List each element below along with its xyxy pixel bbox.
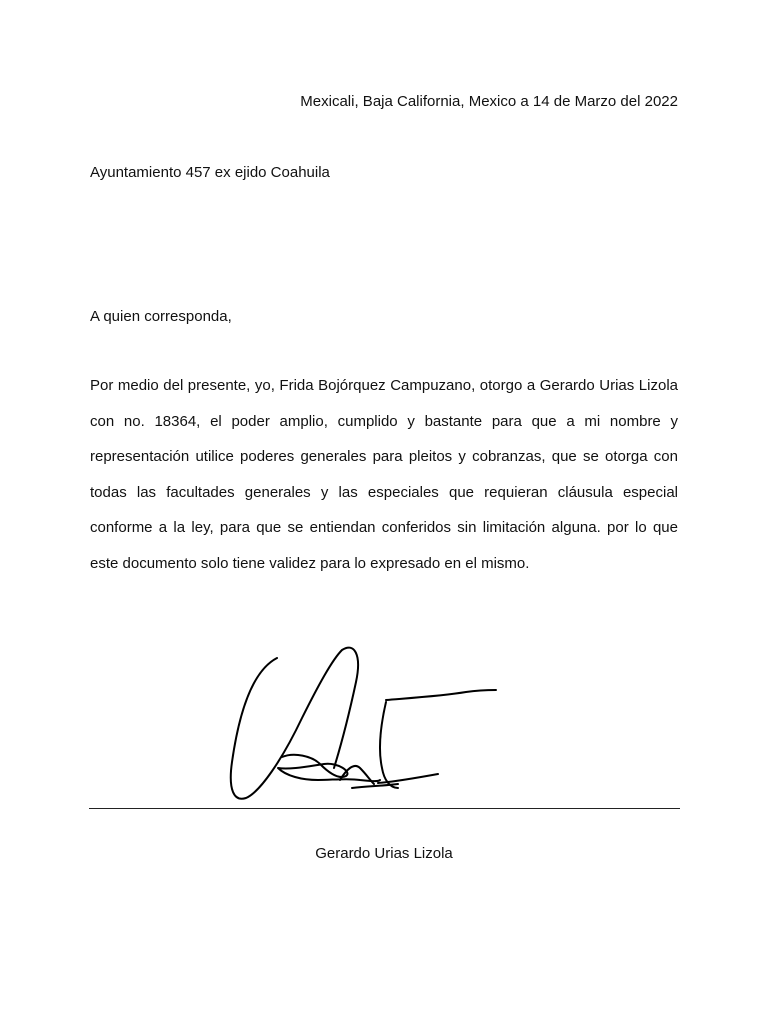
greeting: A quien corresponda, [90,308,232,325]
place-date-line: Mexicali, Baja California, Mexico a 14 de Marzo del 2022 [300,93,678,110]
addressee: Ayuntamiento 457 ex ejido Coahuila [90,164,330,181]
handwritten-signature [220,640,510,810]
signer-name: Gerardo Urias Lizola [315,845,453,862]
body-paragraph: Por medio del presente, yo, Frida Bojórquez Campuzano, otorgo a Gerardo Urias Lizola con no. 18364, el poder amplio, cumplido y bastante para que a mi nombre y representación utilice poderes generales para pleitos y cobranzas, que se otorga con todas las facultades generales y las especiales que requieran cláusula especial conforme a la ley, para que se entiendan conferidos sin limitación alguna. por lo que este documento solo tiene validez para lo expresado en el mismo. [90,377,678,572]
signature-line [89,808,680,809]
